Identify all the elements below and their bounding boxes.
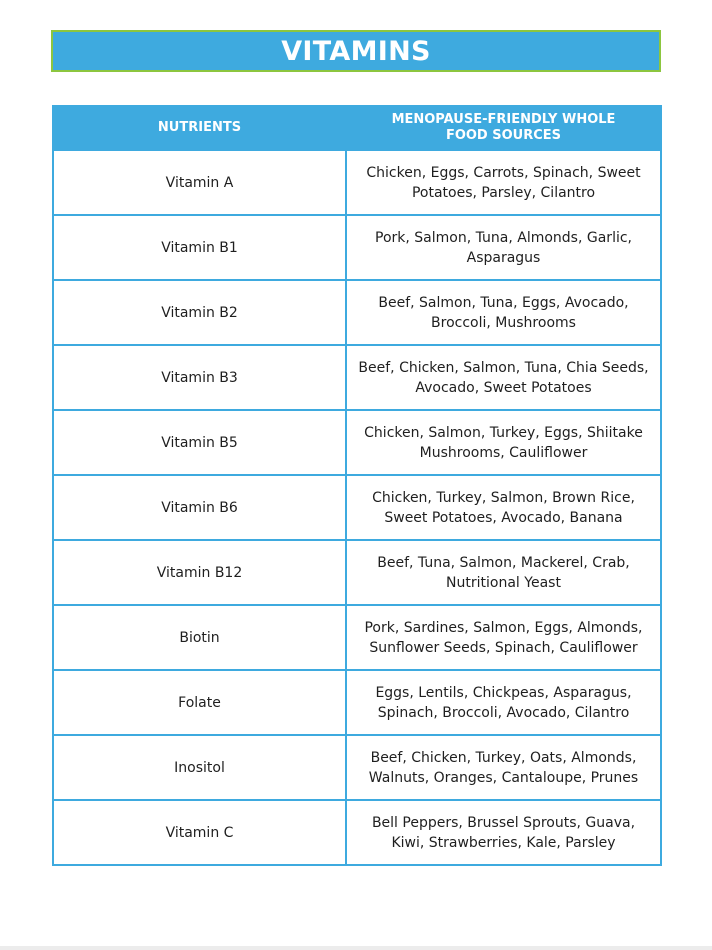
page-title: VITAMINS [281, 35, 431, 67]
vitamins-table [52, 105, 662, 866]
nutrient-cell: Vitamin A [53, 150, 346, 215]
nutrient-cell: Folate [53, 670, 346, 735]
nutrient-cell: Vitamin B5 [53, 410, 346, 475]
table-row [53, 410, 661, 475]
food-sources-cell: Beef, Chicken, Turkey, Oats, Almonds, Walnuts, Oranges, Cantaloupe, Prunes [346, 735, 661, 800]
food-sources-cell: Pork, Salmon, Tuna, Almonds, Garlic, Asparagus [346, 215, 661, 280]
header-nutrients: NUTRIENTS [53, 106, 346, 150]
page-bottom-divider [0, 946, 712, 950]
food-sources-cell: Eggs, Lentils, Chickpeas, Asparagus, Spinach, Broccoli, Avocado, Cilantro [346, 670, 661, 735]
table-row [53, 475, 661, 540]
table-row [53, 345, 661, 410]
food-sources-cell: Pork, Sardines, Salmon, Eggs, Almonds, Sunflower Seeds, Spinach, Cauliflower [346, 605, 661, 670]
food-sources-cell: Chicken, Salmon, Turkey, Eggs, Shiitake Mushrooms, Cauliflower [346, 410, 661, 475]
nutrient-cell: Vitamin B1 [53, 215, 346, 280]
table-row [53, 605, 661, 670]
food-sources-cell: Bell Peppers, Brussel Sprouts, Guava, Kiwi, Strawberries, Kale, Parsley [346, 800, 661, 865]
food-sources-cell: Chicken, Eggs, Carrots, Spinach, Sweet Potatoes, Parsley, Cilantro [346, 150, 661, 215]
table-row [53, 280, 661, 345]
nutrient-cell: Vitamin B6 [53, 475, 346, 540]
table-row [53, 735, 661, 800]
table-row [53, 800, 661, 865]
food-sources-cell: Beef, Salmon, Tuna, Eggs, Avocado, Broccoli, Mushrooms [346, 280, 661, 345]
nutrient-cell: Vitamin B12 [53, 540, 346, 605]
table-row [53, 670, 661, 735]
table-row [53, 215, 661, 280]
nutrient-cell: Biotin [53, 605, 346, 670]
food-sources-cell: Beef, Tuna, Salmon, Mackerel, Crab, Nutritional Yeast [346, 540, 661, 605]
nutrient-cell: Vitamin B3 [53, 345, 346, 410]
table-row [53, 540, 661, 605]
table-header-row [53, 106, 661, 150]
nutrient-cell: Vitamin B2 [53, 280, 346, 345]
header-food-sources: MENOPAUSE-FRIENDLY WHOLE FOOD SOURCES [346, 106, 661, 150]
nutrient-cell: Inositol [53, 735, 346, 800]
food-sources-cell: Beef, Chicken, Salmon, Tuna, Chia Seeds, Avocado, Sweet Potatoes [346, 345, 661, 410]
table-row [53, 150, 661, 215]
title-banner [51, 30, 661, 72]
nutrient-cell: Vitamin C [53, 800, 346, 865]
food-sources-cell: Chicken, Turkey, Salmon, Brown Rice, Sweet Potatoes, Avocado, Banana [346, 475, 661, 540]
